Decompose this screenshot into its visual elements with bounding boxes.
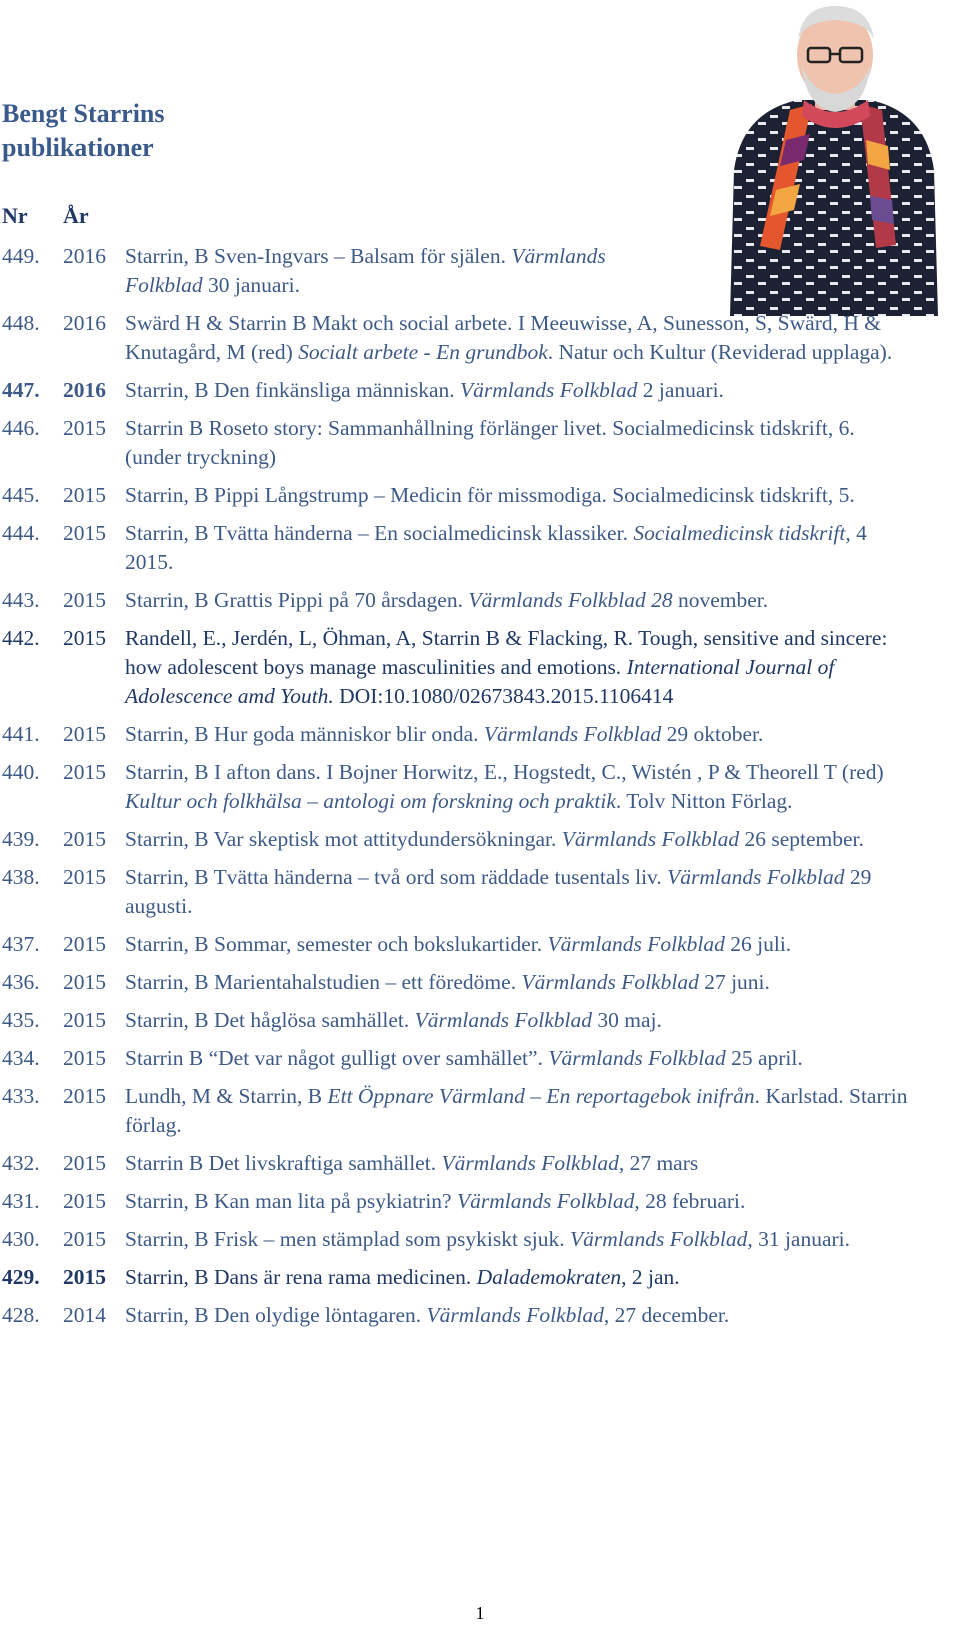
- title-line-1: Bengt Starrins: [2, 99, 165, 128]
- entry-tail: , 28 februari.: [634, 1189, 746, 1213]
- entry-tail: 27 juni.: [698, 970, 770, 994]
- publication-entry-430: [0, 1225, 960, 1254]
- entry-citation: [125, 1225, 910, 1254]
- entry-year: 2016: [63, 378, 106, 402]
- publication-entry-447: [0, 376, 960, 405]
- entry-number: 430.: [2, 1227, 40, 1251]
- publication-entry-441: [0, 720, 960, 749]
- entry-source: Värmlands Folkblad: [548, 1046, 726, 1070]
- entry-citation: [125, 1082, 910, 1140]
- entry-source: Värmlands Folkblad: [521, 970, 699, 994]
- entry-number: 431.: [2, 1189, 40, 1213]
- publication-entry-429: [0, 1263, 960, 1292]
- entry-year: 2015: [63, 760, 106, 784]
- publication-entry-440: [0, 758, 960, 816]
- entry-text: Starrin, B Frisk – men stämplad som psykiskt sjuk.: [125, 1227, 570, 1251]
- entry-tail: 25 april.: [725, 1046, 803, 1070]
- entry-citation: [125, 309, 910, 367]
- entry-citation: [125, 1301, 910, 1330]
- entry-citation: [125, 1044, 910, 1073]
- entry-year: 2015: [63, 1189, 106, 1213]
- entry-number: 434.: [2, 1046, 40, 1070]
- entry-citation: [125, 242, 685, 300]
- entry-year: 2014: [63, 1303, 106, 1327]
- entry-source: Ett Öppnare Värmland – En reportagebok inifrån: [327, 1084, 755, 1108]
- entry-tail: . Natur och Kultur (Reviderad upplaga).: [547, 340, 893, 364]
- entry-text: Lundh, M & Starrin, B: [125, 1084, 328, 1108]
- entry-citation: [125, 519, 910, 577]
- entry-citation: [125, 930, 910, 959]
- entry-citation: [125, 586, 910, 615]
- entry-tail: DOI:10.1080/02673843.2015.1106414: [333, 684, 674, 708]
- entry-number: 436.: [2, 970, 40, 994]
- entry-tail: , 27 december.: [603, 1303, 730, 1327]
- entry-text: Starrin, B Den finkänsliga människan.: [125, 378, 460, 402]
- entry-citation: [125, 1006, 910, 1035]
- entry-year: 2015: [63, 521, 106, 545]
- entry-citation: [125, 481, 910, 510]
- entry-number: 448.: [2, 311, 40, 335]
- entry-number: 439.: [2, 827, 40, 851]
- entry-year: 2015: [63, 970, 106, 994]
- entry-text: Starrin, B Hur goda människor blir onda.: [125, 722, 484, 746]
- publication-entry-443: [0, 586, 960, 615]
- publication-entry-436: [0, 968, 960, 997]
- entry-text: Starrin, B I afton dans. I Bojner Horwitz, E., Hogstedt, C., Wistén , P & Theorell T (red): [125, 760, 884, 784]
- entry-citation: [125, 863, 910, 921]
- entry-year: 2015: [63, 1265, 106, 1289]
- entry-text: Starrin, B Tvätta händerna – två ord som räddade tusentals liv.: [125, 865, 668, 889]
- entry-source: Värmlands Folkblad: [459, 378, 638, 402]
- publication-entry-437: [0, 930, 960, 959]
- publication-entry-435: [0, 1006, 960, 1035]
- entry-source: Värmlands Folkblad: [125, 244, 606, 297]
- entry-number: 442.: [2, 626, 40, 650]
- entry-text: Starrin, B Marientahalstudien – ett föredöme.: [125, 970, 522, 994]
- entry-source: Värmlands Folkblad: [426, 1303, 604, 1327]
- entry-text: Starrin, B Sven-Ingvars – Balsam för själen.: [125, 244, 512, 268]
- entry-tail: , 4 2015.: [125, 521, 867, 574]
- publication-entry-445: [0, 481, 960, 510]
- entry-text: Starrin, B Tvätta händerna – En socialmedicinsk klassiker.: [125, 521, 634, 545]
- entry-year: 2015: [63, 588, 106, 612]
- publication-entry-439: [0, 825, 960, 854]
- entry-tail: 29 oktober.: [661, 722, 764, 746]
- entry-citation: [125, 758, 910, 816]
- entry-tail: 30 maj.: [591, 1008, 662, 1032]
- publication-entry-433: [0, 1082, 960, 1140]
- publication-entry-449: [0, 242, 960, 300]
- entry-source: Socialmedicinsk tidskrift: [633, 521, 846, 545]
- entry-source: Värmlands Folkblad: [561, 827, 740, 851]
- entry-year: 2016: [63, 244, 106, 268]
- entry-number: 446.: [2, 416, 40, 440]
- publication-entry-444: [0, 519, 960, 577]
- entry-year: 2015: [63, 1046, 106, 1070]
- entry-source: Värmlands Folkblad: [667, 865, 845, 889]
- entry-number: 429.: [2, 1265, 40, 1289]
- entry-year: 2015: [63, 1151, 106, 1175]
- entry-source: Kultur och folkhälsa – antologi om forskning och praktik: [125, 789, 616, 813]
- entry-year: 2015: [63, 865, 106, 889]
- page-number: 1: [475, 1603, 485, 1623]
- entry-tail: . Tolv Nitton Förlag.: [615, 789, 793, 813]
- entry-number: 440.: [2, 760, 40, 784]
- entry-text: Starrin B “Det var något gulligt over samhället”.: [125, 1046, 549, 1070]
- publication-entry-431: [0, 1187, 960, 1216]
- entry-text: Starrin, B Sommar, semester och bokslukartider.: [125, 932, 548, 956]
- entry-number: 435.: [2, 1008, 40, 1032]
- entry-source: Värmlands Folkblad: [483, 722, 662, 746]
- entry-source: Dalademokraten: [476, 1265, 622, 1289]
- publication-entry-438: [0, 863, 960, 921]
- publication-entry-428: [0, 1301, 960, 1330]
- entry-citation: [125, 1149, 910, 1178]
- entry-number: 441.: [2, 722, 40, 746]
- publication-entry-432: [0, 1149, 960, 1178]
- entry-year: 2015: [63, 1084, 106, 1108]
- publication-entry-434: [0, 1044, 960, 1073]
- entry-text: Randell, E., Jerdén, L, Öhman, A, Starrin B & Flacking, R. Tough, sensitive and sincere: how adolescent boys manage masculinities and emotions.: [125, 626, 888, 679]
- entry-source: Socialt arbete - En grundbok: [298, 340, 548, 364]
- entry-tail: 26 september.: [739, 827, 864, 851]
- entry-year: 2015: [63, 722, 106, 746]
- entry-citation: [125, 825, 910, 854]
- entry-tail: , 27 mars: [618, 1151, 699, 1175]
- publication-list: [0, 242, 960, 1339]
- entry-tail: , 31 januari.: [747, 1227, 851, 1251]
- entry-number: 438.: [2, 865, 40, 889]
- entry-source: International Journal of Adolescence amd Youth.: [125, 655, 835, 708]
- entry-text: Starrin B Roseto story: Sammanhållning förlänger livet. Socialmedicinsk tidskrift, 6. (under tryckning): [125, 416, 855, 469]
- entry-tail: 26 juli.: [724, 932, 792, 956]
- entry-text: Swärd H & Starrin B Makt och social arbete. I Meeuwisse, A, Sunesson, S, Swärd, H & Knutagård, M (red): [125, 311, 881, 364]
- entry-year: 2016: [63, 311, 106, 335]
- publication-entry-448: [0, 309, 960, 367]
- entry-text: Starrin, B Den olydige löntagaren.: [125, 1303, 427, 1327]
- entry-source: Värmlands Folkblad: [414, 1008, 592, 1032]
- entry-citation: [125, 968, 910, 997]
- entry-year: 2015: [63, 932, 106, 956]
- entry-citation: [125, 1187, 910, 1216]
- entry-citation: [125, 376, 910, 405]
- title-line-2: publikationer: [2, 133, 154, 162]
- entry-number: 432.: [2, 1151, 40, 1175]
- entry-number: 428.: [2, 1303, 40, 1327]
- entry-text: Starrin, B Kan man lita på psykiatrin?: [125, 1189, 457, 1213]
- entry-text: Starrin, B Var skeptisk mot attitydundersökningar.: [125, 827, 562, 851]
- entry-text: Starrin, B Det håglösa samhället.: [125, 1008, 415, 1032]
- entry-number: 433.: [2, 1084, 40, 1108]
- document-title: [2, 97, 165, 165]
- entry-year: 2015: [63, 827, 106, 851]
- entry-number: 443.: [2, 588, 40, 612]
- entry-number: 444.: [2, 521, 40, 545]
- entry-number: 437.: [2, 932, 40, 956]
- entry-number: 447.: [2, 378, 40, 402]
- entry-tail: . Karlstad. Starrin förlag.: [125, 1084, 908, 1137]
- entry-tail: november.: [672, 588, 769, 612]
- entry-text: Starrin, B Grattis Pippi på 70 årsdagen.: [125, 588, 469, 612]
- entry-number: 445.: [2, 483, 40, 507]
- entry-year: 2015: [63, 1227, 106, 1251]
- entry-citation: [125, 720, 910, 749]
- entry-year: 2015: [63, 483, 106, 507]
- entry-tail: , 2 jan.: [621, 1265, 680, 1289]
- column-header-year: År: [63, 203, 89, 228]
- entry-source: Värmlands Folkblad: [569, 1227, 748, 1251]
- entry-year: 2015: [63, 1008, 106, 1032]
- entry-citation: [125, 1263, 910, 1292]
- entry-text: Starrin, B Dans är rena rama medicinen.: [125, 1265, 477, 1289]
- entry-year: 2015: [63, 626, 106, 650]
- entry-tail: 2 januari.: [637, 378, 724, 402]
- entry-year: 2015: [63, 416, 106, 440]
- publication-entry-446: [0, 414, 960, 472]
- entry-tail: 30 januari.: [202, 273, 300, 297]
- entry-text: Starrin, B Pippi Långstrump – Medicin för missmodiga. Socialmedicinsk tidskrift, 5.: [125, 483, 855, 507]
- entry-source: Värmlands Folkblad: [456, 1189, 635, 1213]
- column-header-nr: Nr: [2, 203, 28, 228]
- publication-entry-442: [0, 624, 960, 711]
- entry-source: Värmlands Folkblad: [441, 1151, 619, 1175]
- entry-text: Starrin B Det livskraftiga samhället.: [125, 1151, 442, 1175]
- entry-citation: [125, 624, 910, 711]
- entry-tail: 29 augusti.: [125, 865, 872, 918]
- entry-source: Värmlands Folkblad: [547, 932, 725, 956]
- entry-number: 449.: [2, 244, 40, 268]
- entry-source: Värmlands Folkblad 28: [468, 588, 673, 612]
- entry-citation: [125, 414, 910, 472]
